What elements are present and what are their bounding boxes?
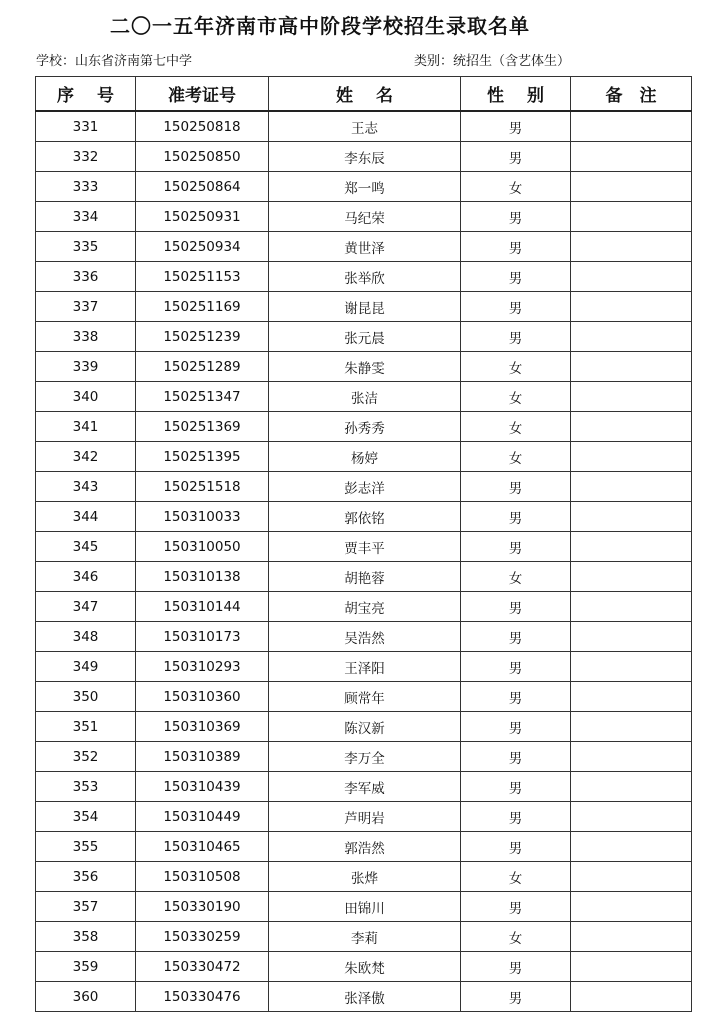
- cell-serial-number: 338: [36, 322, 136, 352]
- cell-gender: 男: [461, 142, 571, 172]
- cell-serial-number: 342: [36, 442, 136, 472]
- cell-name: 彭志洋: [269, 472, 461, 502]
- cell-remarks: [571, 232, 692, 262]
- school-label: 学校：山东省济南第七中学: [36, 54, 193, 69]
- cell-exam-id: 150310389: [136, 742, 269, 772]
- cell-remarks: [571, 622, 692, 652]
- cell-remarks: [571, 442, 692, 472]
- cell-name: 胡宝亮: [269, 592, 461, 622]
- cell-exam-id: 150251347: [136, 382, 269, 412]
- cell-serial-number: 339: [36, 352, 136, 382]
- cell-gender: 男: [461, 532, 571, 562]
- cell-remarks: [571, 202, 692, 232]
- cell-serial-number: 341: [36, 412, 136, 442]
- table-row: [36, 922, 692, 952]
- cell-remarks: [571, 832, 692, 862]
- table-row: [36, 532, 692, 562]
- cell-serial-number: 333: [36, 172, 136, 202]
- cell-serial-number: 359: [36, 952, 136, 982]
- cell-exam-id: 150310439: [136, 772, 269, 802]
- table-row: [36, 232, 692, 262]
- cell-serial-number: 331: [36, 111, 136, 142]
- cell-remarks: [571, 532, 692, 562]
- cell-exam-id: 150310293: [136, 652, 269, 682]
- cell-name: 王泽阳: [269, 652, 461, 682]
- cell-remarks: [571, 142, 692, 172]
- cell-gender: 男: [461, 292, 571, 322]
- header-exam-id: 准考证号: [136, 77, 269, 112]
- cell-name: 张元晨: [269, 322, 461, 352]
- cell-exam-id: 150250931: [136, 202, 269, 232]
- table-row: [36, 982, 692, 1012]
- cell-exam-id: 150310033: [136, 502, 269, 532]
- cell-gender: 男: [461, 802, 571, 832]
- cell-remarks: [571, 172, 692, 202]
- cell-serial-number: 351: [36, 712, 136, 742]
- cell-gender: 男: [461, 502, 571, 532]
- table-row: [36, 892, 692, 922]
- cell-remarks: [571, 292, 692, 322]
- cell-name: 芦明岩: [269, 802, 461, 832]
- table-row: [36, 682, 692, 712]
- cell-gender: 男: [461, 262, 571, 292]
- cell-serial-number: 357: [36, 892, 136, 922]
- table-row: [36, 832, 692, 862]
- cell-gender: 男: [461, 232, 571, 262]
- table-row: [36, 802, 692, 832]
- cell-name: 王志: [269, 111, 461, 142]
- cell-serial-number: 347: [36, 592, 136, 622]
- table-row: [36, 772, 692, 802]
- cell-name: 孙秀秀: [269, 412, 461, 442]
- cell-gender: 男: [461, 742, 571, 772]
- cell-exam-id: 150250850: [136, 142, 269, 172]
- cell-gender: 女: [461, 862, 571, 892]
- cell-exam-id: 150310369: [136, 712, 269, 742]
- cell-gender: 女: [461, 922, 571, 952]
- cell-serial-number: 356: [36, 862, 136, 892]
- cell-name: 李东辰: [269, 142, 461, 172]
- table-row: [36, 172, 692, 202]
- cell-name: 李万全: [269, 742, 461, 772]
- table-row: [36, 202, 692, 232]
- cell-remarks: [571, 892, 692, 922]
- cell-name: 朱欧梵: [269, 952, 461, 982]
- cell-remarks: [571, 412, 692, 442]
- cell-serial-number: 337: [36, 292, 136, 322]
- category-label: 类别：统招生（含艺体生）: [414, 54, 571, 69]
- cell-name: 吴浩然: [269, 622, 461, 652]
- cell-name: 谢昆昆: [269, 292, 461, 322]
- cell-serial-number: 335: [36, 232, 136, 262]
- table-row: [36, 412, 692, 442]
- table-row: [36, 952, 692, 982]
- table-row: [36, 502, 692, 532]
- cell-remarks: [571, 322, 692, 352]
- cell-gender: 男: [461, 832, 571, 862]
- cell-exam-id: 150330472: [136, 952, 269, 982]
- cell-remarks: [571, 382, 692, 412]
- cell-exam-id: 150310144: [136, 592, 269, 622]
- cell-serial-number: 350: [36, 682, 136, 712]
- cell-gender: 男: [461, 952, 571, 982]
- cell-exam-id: 150251369: [136, 412, 269, 442]
- cell-gender: 男: [461, 472, 571, 502]
- table-row: [36, 742, 692, 772]
- cell-name: 田锦川: [269, 892, 461, 922]
- cell-exam-id: 150310360: [136, 682, 269, 712]
- cell-exam-id: 150330476: [136, 982, 269, 1012]
- cell-gender: 男: [461, 202, 571, 232]
- table-row: [36, 442, 692, 472]
- cell-name: 黄世泽: [269, 232, 461, 262]
- cell-gender: 男: [461, 682, 571, 712]
- cell-remarks: [571, 111, 692, 142]
- cell-gender: 男: [461, 322, 571, 352]
- cell-exam-id: 150251169: [136, 292, 269, 322]
- cell-remarks: [571, 472, 692, 502]
- table-row: [36, 562, 692, 592]
- cell-exam-id: 150310138: [136, 562, 269, 592]
- cell-name: 张泽傲: [269, 982, 461, 1012]
- cell-serial-number: 353: [36, 772, 136, 802]
- cell-exam-id: 150310508: [136, 862, 269, 892]
- header-gender: 性 别: [461, 77, 571, 112]
- cell-remarks: [571, 802, 692, 832]
- cell-exam-id: 150251153: [136, 262, 269, 292]
- cell-serial-number: 360: [36, 982, 136, 1012]
- cell-exam-id: 150251239: [136, 322, 269, 352]
- cell-serial-number: 346: [36, 562, 136, 592]
- table-row: [36, 292, 692, 322]
- cell-serial-number: 334: [36, 202, 136, 232]
- cell-remarks: [571, 712, 692, 742]
- cell-remarks: [571, 862, 692, 892]
- cell-remarks: [571, 682, 692, 712]
- cell-exam-id: 150330190: [136, 892, 269, 922]
- cell-name: 朱静雯: [269, 352, 461, 382]
- cell-gender: 男: [461, 622, 571, 652]
- cell-remarks: [571, 562, 692, 592]
- admission-table: [35, 76, 692, 1012]
- cell-serial-number: 355: [36, 832, 136, 862]
- cell-name: 李军威: [269, 772, 461, 802]
- document-title: 二〇一五年济南市高中阶段学校招生录取名单: [110, 14, 530, 38]
- table-row: [36, 862, 692, 892]
- table-row: [36, 652, 692, 682]
- cell-exam-id: 150330259: [136, 922, 269, 952]
- cell-remarks: [571, 922, 692, 952]
- header-name: 姓 名: [269, 77, 461, 112]
- cell-gender: 男: [461, 712, 571, 742]
- table-row: [36, 592, 692, 622]
- cell-name: 贾丰平: [269, 532, 461, 562]
- cell-serial-number: 349: [36, 652, 136, 682]
- cell-gender: 男: [461, 772, 571, 802]
- cell-name: 李莉: [269, 922, 461, 952]
- cell-gender: 男: [461, 982, 571, 1012]
- cell-name: 郭依铭: [269, 502, 461, 532]
- cell-serial-number: 340: [36, 382, 136, 412]
- cell-remarks: [571, 982, 692, 1012]
- cell-exam-id: 150251395: [136, 442, 269, 472]
- cell-serial-number: 358: [36, 922, 136, 952]
- table-header-row: [36, 77, 692, 112]
- cell-name: 杨婷: [269, 442, 461, 472]
- table-row: [36, 382, 692, 412]
- table-row: [36, 712, 692, 742]
- cell-serial-number: 352: [36, 742, 136, 772]
- cell-name: 顾常年: [269, 682, 461, 712]
- cell-serial-number: 332: [36, 142, 136, 172]
- cell-exam-id: 150250934: [136, 232, 269, 262]
- cell-remarks: [571, 262, 692, 292]
- cell-name: 胡艳蓉: [269, 562, 461, 592]
- cell-gender: 女: [461, 562, 571, 592]
- cell-remarks: [571, 652, 692, 682]
- cell-exam-id: 150250818: [136, 111, 269, 142]
- cell-remarks: [571, 952, 692, 982]
- cell-gender: 女: [461, 412, 571, 442]
- cell-name: 张烨: [269, 862, 461, 892]
- cell-name: 郑一鸣: [269, 172, 461, 202]
- table-row: [36, 111, 692, 142]
- cell-gender: 女: [461, 172, 571, 202]
- cell-exam-id: 150251518: [136, 472, 269, 502]
- cell-name: 郭浩然: [269, 832, 461, 862]
- cell-exam-id: 150250864: [136, 172, 269, 202]
- cell-remarks: [571, 592, 692, 622]
- cell-gender: 男: [461, 892, 571, 922]
- cell-serial-number: 348: [36, 622, 136, 652]
- cell-exam-id: 150310173: [136, 622, 269, 652]
- cell-gender: 男: [461, 592, 571, 622]
- table-row: [36, 472, 692, 502]
- table-row: [36, 262, 692, 292]
- cell-exam-id: 150310465: [136, 832, 269, 862]
- cell-exam-id: 150310449: [136, 802, 269, 832]
- cell-name: 陈汉新: [269, 712, 461, 742]
- header-remarks: 备 注: [571, 77, 692, 112]
- table-row: [36, 622, 692, 652]
- table-row: [36, 142, 692, 172]
- cell-serial-number: 354: [36, 802, 136, 832]
- table-row: [36, 352, 692, 382]
- cell-name: 张举欣: [269, 262, 461, 292]
- cell-gender: 女: [461, 382, 571, 412]
- cell-name: 张洁: [269, 382, 461, 412]
- cell-serial-number: 344: [36, 502, 136, 532]
- cell-gender: 女: [461, 352, 571, 382]
- cell-gender: 男: [461, 111, 571, 142]
- cell-remarks: [571, 742, 692, 772]
- table-row: [36, 322, 692, 352]
- cell-serial-number: 345: [36, 532, 136, 562]
- cell-exam-id: 150251289: [136, 352, 269, 382]
- cell-remarks: [571, 502, 692, 532]
- cell-serial-number: 343: [36, 472, 136, 502]
- cell-remarks: [571, 772, 692, 802]
- cell-name: 马纪荣: [269, 202, 461, 232]
- cell-gender: 女: [461, 442, 571, 472]
- header-serial-number: 序 号: [36, 77, 136, 112]
- cell-exam-id: 150310050: [136, 532, 269, 562]
- cell-remarks: [571, 352, 692, 382]
- cell-serial-number: 336: [36, 262, 136, 292]
- cell-gender: 男: [461, 652, 571, 682]
